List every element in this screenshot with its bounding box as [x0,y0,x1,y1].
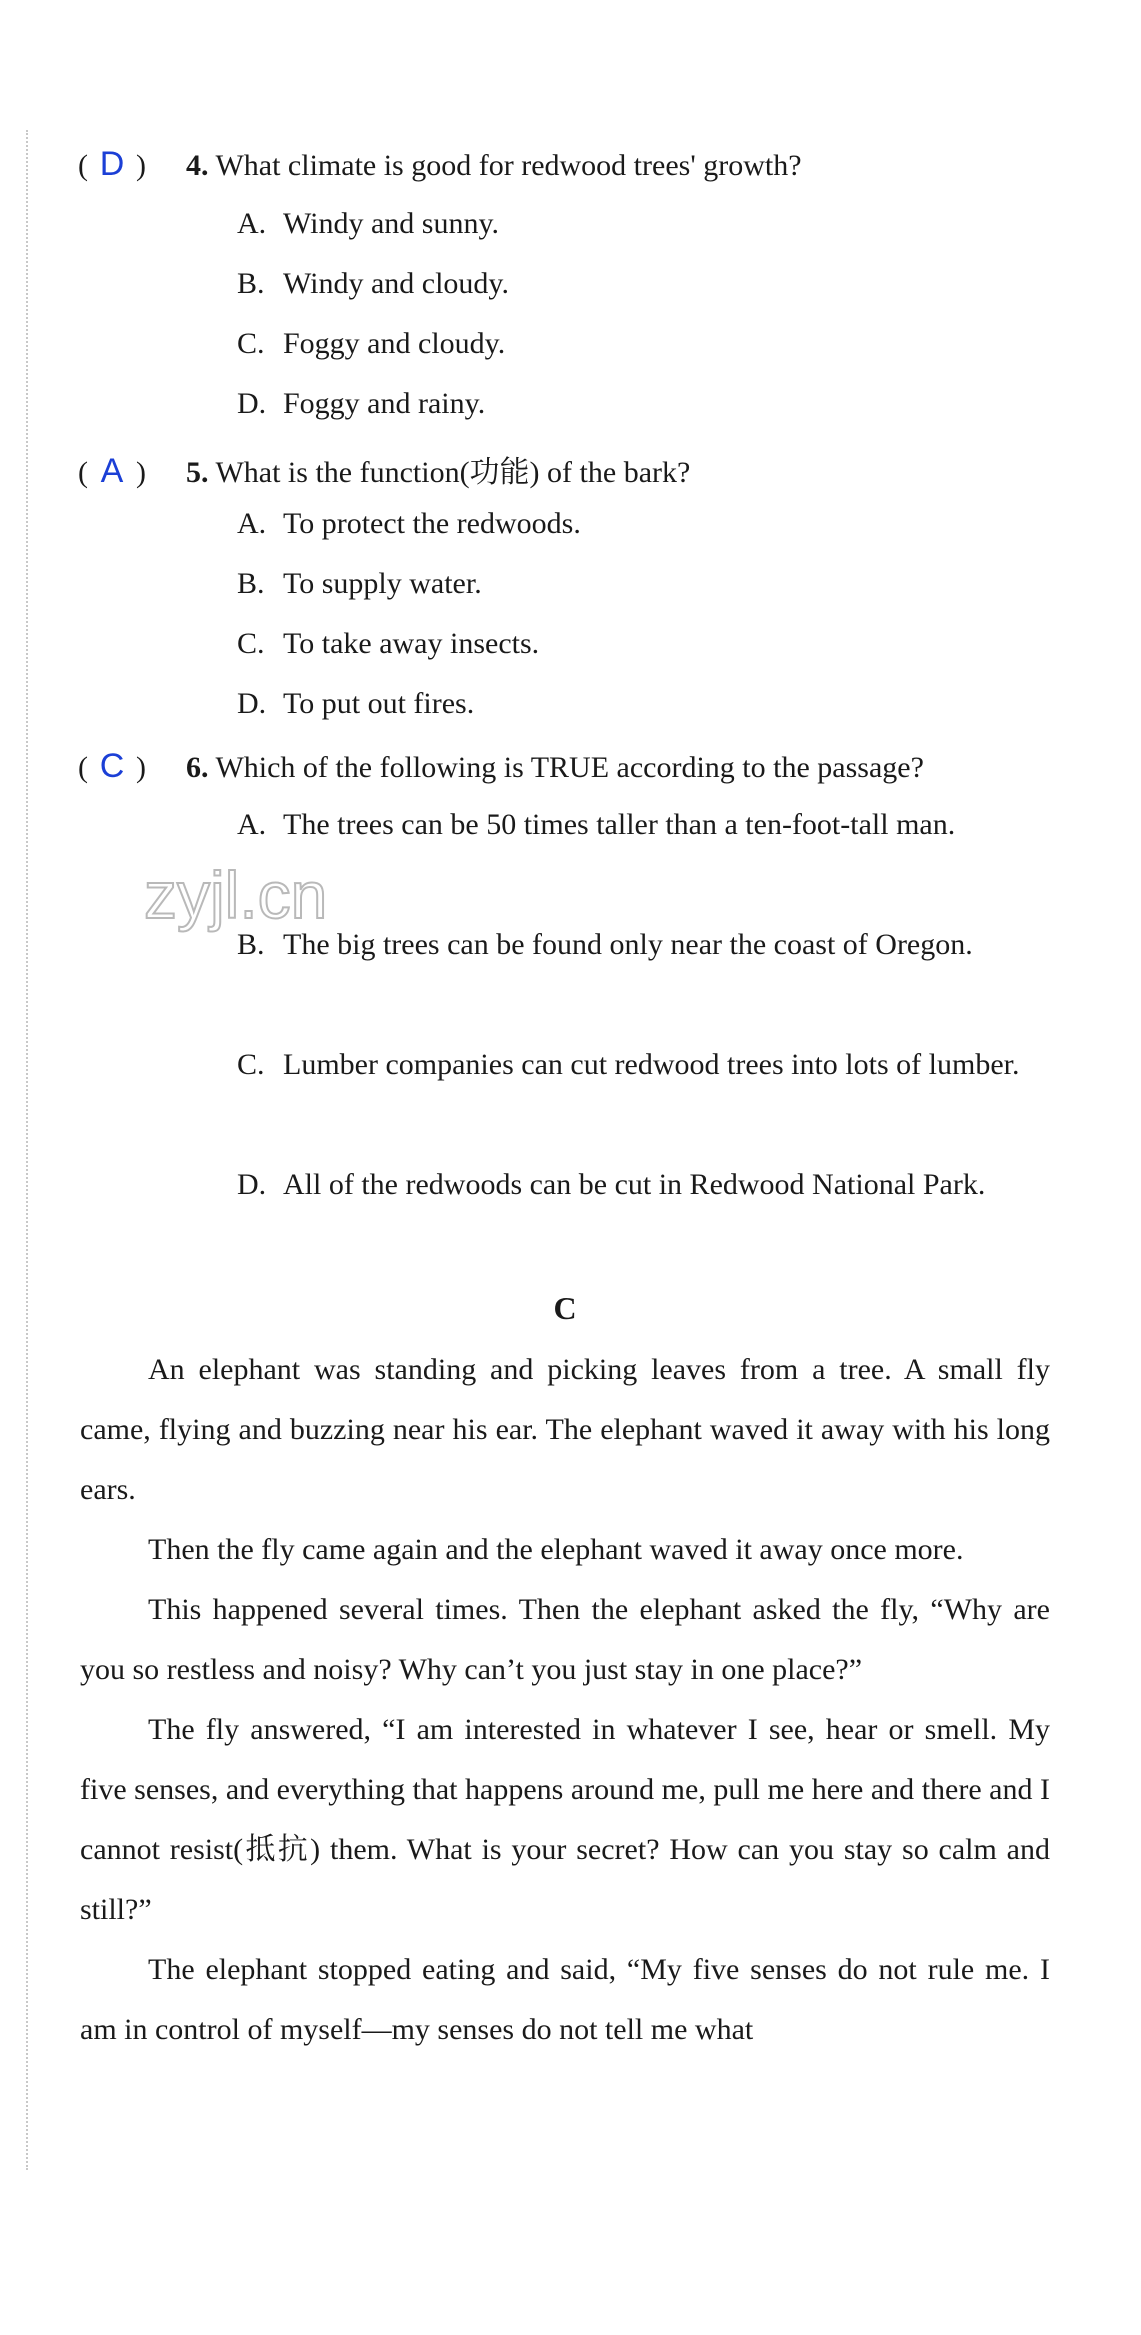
passage-paragraph: The elephant stopped eating and said, “My five senses do not rule me. I am in control of myself—my senses do not tell me what [80,1953,1050,2046]
option-5a [237,507,581,541]
paren-close: ) [136,751,146,784]
option-letter: C. [237,327,265,360]
paren-open: ( [78,751,88,784]
answer-bracket [78,452,186,491]
passage-paragraph: This happened several times. Then the elephant asked the fly, “Why are you so restless and noisy? Why can’t you just stay in one place?” [80,1593,1050,1686]
passage [80,1340,1050,2060]
paren-close: ) [136,149,146,182]
option-letter: B. [237,567,265,600]
option-text: Windy and sunny. [283,207,499,240]
question-text: What climate is good for redwood trees' growth? [215,149,802,182]
option-letter: A. [237,207,267,240]
option-letter: D. [237,687,267,720]
option-text: The trees can be 50 times taller than a ten-foot-tall man. [283,808,956,841]
option-4b [237,267,509,301]
option-6c [237,1035,1050,1095]
answer-mark: C [99,747,125,785]
question-5 [78,447,690,491]
option-4a [237,207,499,241]
option-letter: D. [237,387,267,420]
question-text: What is the function(功能) of the bark? [215,456,691,489]
answer-bracket [78,145,186,184]
option-text: To put out fires. [283,687,475,720]
passage-paragraph: The fly answered, “I am interested in whatever I see, hear or smell. My five senses, and everything that happens around me, pull me here and there and I cannot resist(抵抗) them. What is your secret? How can you stay so calm and still?” [80,1713,1050,1926]
answer-mark: A [100,452,124,490]
question-6 [78,747,924,786]
answer-mark: D [99,145,125,183]
option-text: To take away insects. [283,627,540,660]
option-4d [237,387,485,421]
option-text: Windy and cloudy. [283,267,509,300]
question-number: 4. [186,149,209,182]
option-letter: A. [237,507,267,540]
option-5c [237,627,539,661]
question-number: 5. [186,456,209,489]
option-letter: C. [237,1048,265,1081]
question-4 [78,145,802,184]
option-text: All of the redwoods can be cut in Redwood National Park. [283,1168,986,1201]
option-5b [237,567,482,601]
option-6d [237,1155,1050,1215]
paren-close: ) [136,456,146,489]
answer-bracket [78,747,186,786]
option-letter: D. [237,1168,267,1201]
paren-open: ( [78,149,88,182]
passage-paragraph: Then the fly came again and the elephant waved it away once more. [148,1533,964,1566]
paren-open: ( [78,456,88,489]
option-text: The big trees can be found only near the coast of Oregon. [283,928,973,961]
watermark-logo [140,840,370,950]
section-heading: C [553,1290,577,1326]
option-text: Lumber companies can cut redwood trees into lots of lumber. [283,1048,1020,1081]
option-text: To supply water. [283,567,482,600]
watermark-text: zyjl.cn [144,858,328,932]
option-text: Foggy and rainy. [283,387,486,420]
option-4c [237,327,505,361]
option-letter: C. [237,627,265,660]
question-number: 6. [186,751,209,784]
passage-paragraph: An elephant was standing and picking leaves from a tree. A small fly came, flying and buzzing near his ear. The elephant waved it away with his long ears. [80,1353,1050,1506]
margin-dotted-line [26,130,28,2170]
option-letter: B. [237,928,265,961]
option-text: To protect the redwoods. [283,507,581,540]
option-letter: A. [237,808,267,841]
option-letter: B. [237,267,265,300]
question-text: Which of the following is TRUE according to the passage? [215,751,924,784]
option-text: Foggy and cloudy. [283,327,506,360]
option-5d [237,687,474,721]
